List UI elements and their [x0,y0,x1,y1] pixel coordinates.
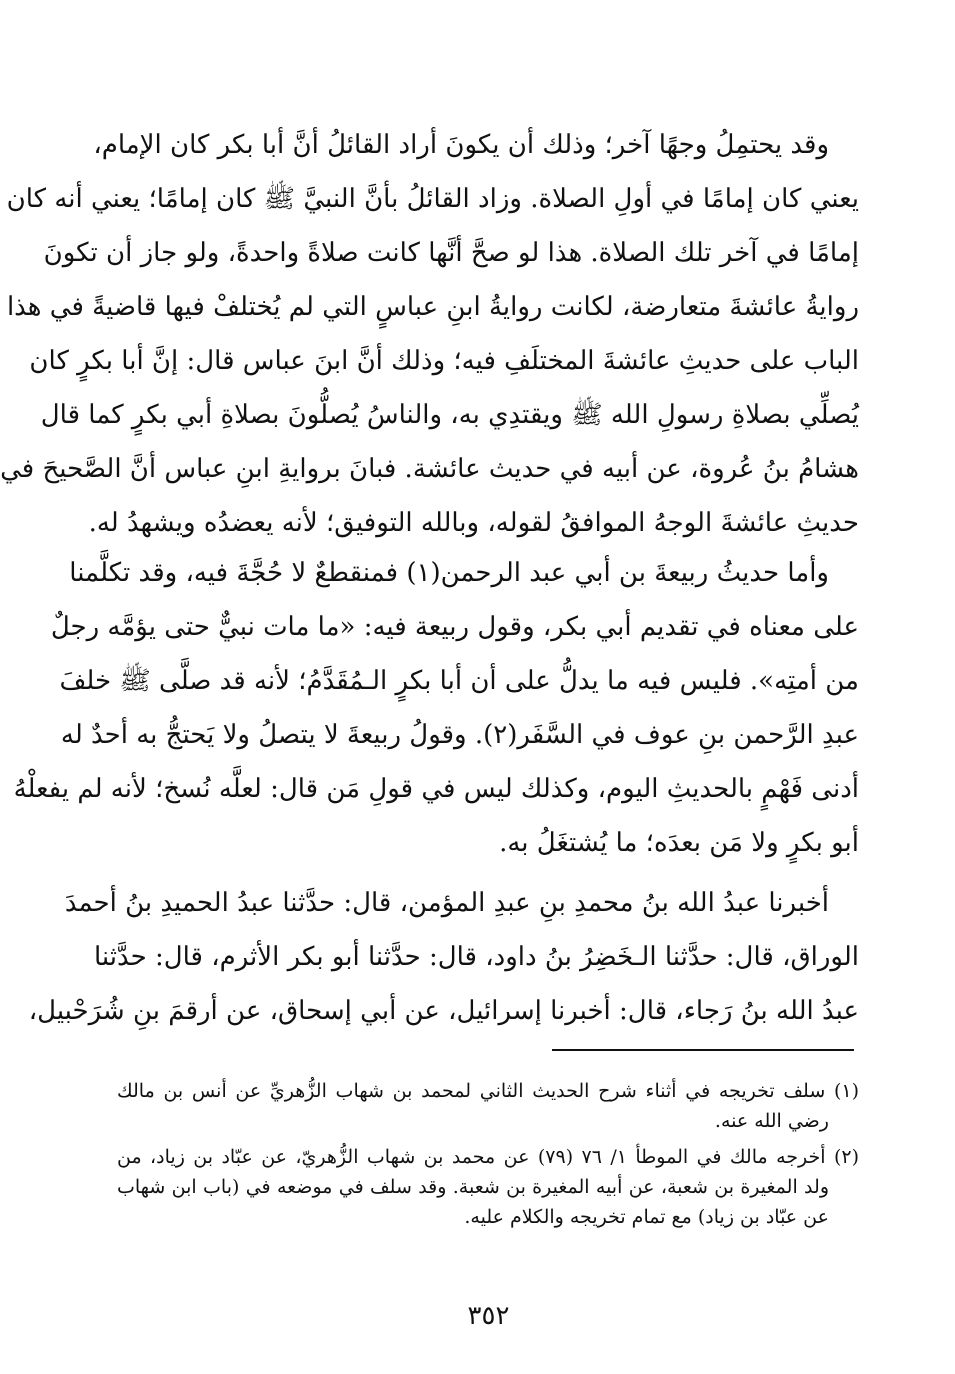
footnote-1 [117,1076,859,1136]
footnote-line: ولد المغيرة بن شعبة، عن أبيه المغيرة بن شعبة. وقد سلف في موضعه في (باب ابن شهاب [117,1176,829,1198]
text-line: وأما حديثُ ربيعةَ بن أبي عبد الرحمن(١) فمنقطعٌ لا حُجَّةَ فيه، وقد تكلَّمنا [69,558,829,588]
text-line: عبدِ الرَّحمن بنِ عوف في السَّفَر(٢). وقولُ ربيعةَ لا يتصلُ ولا يَحتجُّ به أحدٌ له [60,720,859,750]
text-line: إمامًا في آخر تلك الصلاة. هذا لو صحَّ أنَّها كانت صلاةً واحدةً، ولو جاز أن تكونَ [43,238,859,268]
footnote-line: عن عبّاد بن زياد) مع تمام تخريجه والكلام عليه. [464,1206,829,1228]
text-line: هشامُ بنُ عُروة، عن أبيه في حديث عائشة. فبانَ بروايةِ ابنِ عباس أنَّ الصَّحيحَ في [0,454,859,484]
page-number: ٣٥٢ [467,1301,510,1331]
text-line: أخبرنا عبدُ الله بنُ محمدِ بنِ عبدِ المؤمن، قال: حدَّثنا عبدُ الحميدِ بنُ أحمدَ [64,888,829,918]
text-line: على معناه في تقديم أبي بكر، وقول ربيعة فيه: «ما مات نبيٌّ حتى يؤمَّه رجلٌ [50,612,859,642]
text-line: يعني كان إمامًا في أولِ الصلاة. وزاد القائلُ بأنَّ النبيَّ ﷺ كان إمامًا؛ يعني أنه كان [6,184,859,214]
footnote-line: (٢) أخرجه مالك في الموطأ ١/ ٧٦ (٧٩) عن محمد بن شهاب الزُّهريّ، عن عبّاد بن زياد، من [117,1146,860,1168]
text-line: روايةُ عائشةَ متعارضة، لكانت روايةُ ابنِ عباسٍ التي لم يُختلفْ فيها قاضيةً في هذا [6,292,859,322]
footnote-line: رضي الله عنه. [714,1110,829,1132]
footnote-line: (١) سلف تخريجه في أثناء شرح الحديث الثاني لمحمد بن شهاب الزُّهريِّ عن أنس بن مالك [117,1080,859,1102]
text-line: حديثِ عائشةَ الوجهُ الموافقُ لقوله، وبالله التوفيق؛ لأنه يعضدُه ويشهدُ له. [88,508,859,538]
text-line: أبو بكرٍ ولا مَن بعدَه؛ ما يُشتغَلُ به. [499,828,859,858]
paragraph-1 [0,118,859,550]
text-line: الباب على حديثِ عائشةَ المختلَفِ فيه؛ وذلك أنَّ ابنَ عباس قال: إنَّ أبا بكرٍ كان [29,346,859,376]
footnote-divider [552,1049,854,1051]
footnote-2 [117,1142,859,1232]
text-line: وقد يحتمِلُ وجهًا آخر؛ وذلك أن يكونَ أراد القائلُ أنَّ أبا بكر كان الإمام، [93,130,829,160]
text-line: عبدُ الله بنُ رَجاء، قال: أخبرنا إسرائيل، عن أبي إسحاق، عن أرقمَ بنِ شُرَحْبيل، [28,996,859,1026]
text-line: يُصلِّي بصلاةِ رسولِ الله ﷺ ويقتدِي به، والناسُ يُصلُّونَ بصلاةِ أبي بكرٍ كما قال [40,400,859,430]
paragraph-2 [13,546,859,870]
text-line: من أمتِه». فليس فيه ما يدلُّ على أن أبا بكرٍ الـمُقَدَّمُ؛ لأنه قد صلَّى ﷺ خلفَ [59,666,859,696]
text-line: أدنى فَهْمٍ بالحديثِ اليوم، وكذلك ليس في قولِ مَن قال: لعلَّه نُسخ؛ لأنه لم يفعلْهُ [13,774,859,804]
footnotes [117,1076,859,1232]
paragraph-3 [28,876,859,1038]
text-line: الوراق، قال: حدَّثنا الـخَضِرُ بنُ داود، قال: حدَّثنا أبو بكر الأثرم، قال: حدَّثنا [93,942,859,972]
